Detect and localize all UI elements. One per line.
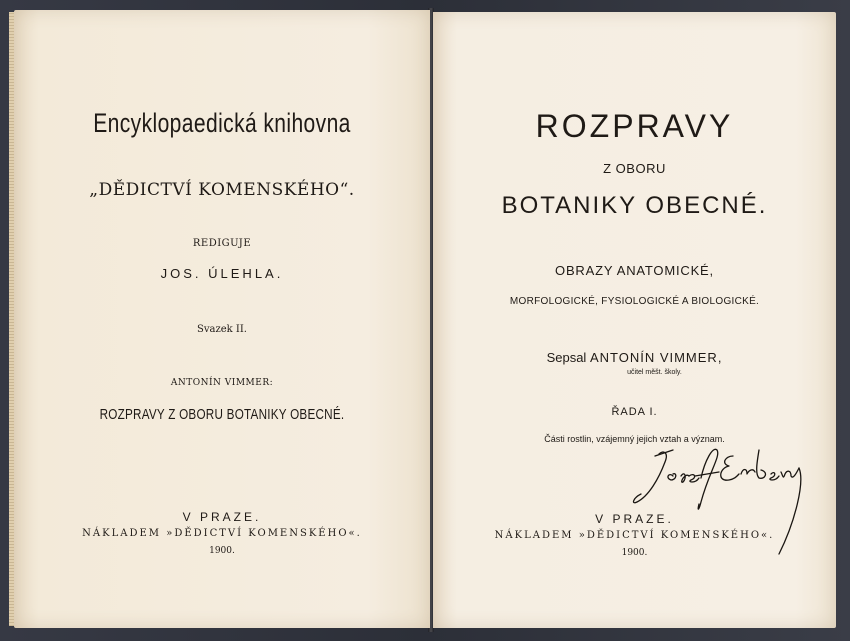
imprint-place: V PRAZE. (182, 510, 262, 524)
title-connector: Z OBORU (603, 161, 666, 176)
right-page (433, 12, 836, 628)
subtitle-line-2: MORFOLOGICKÉ, FYSIOLOGICKÉ A BIOLOGICKÉ. (509, 296, 760, 307)
left-page (14, 10, 430, 628)
byline-prefix: Sepsal (546, 350, 587, 365)
imprint-place: V PRAZE. (595, 512, 674, 526)
editor-label: REDIGUJE (192, 238, 252, 249)
imprint-year: 1900. (621, 548, 648, 558)
series-name: „DĚDICTVÍ KOMENSKÉHO“. (89, 180, 355, 200)
series-description: Části rostlin, vzájemný jejich vztah a význam. (544, 434, 725, 444)
volume-label: Svazek II. (197, 324, 247, 335)
subtitle-line-1: OBRAZY ANATOMICKÉ, (555, 263, 714, 278)
series-label: ŘADA I. (611, 406, 658, 418)
work-title: ROZPRAVY Z OBORU BOTANIKY OBECNÉ. (99, 406, 345, 423)
byline-author: ANTONÍN VIMMER, (589, 350, 723, 365)
imprint-publisher: NÁKLADEM »DĚDICTVÍ KOMENSKÉHO«. (494, 530, 775, 541)
editor-name: JOS. ÚLEHLA. (160, 266, 284, 281)
series-title: Encyklopaedická knihovna (93, 108, 351, 138)
imprint-publisher: NÁKLADEM »DĚDICTVÍ KOMENSKÉHO«. (82, 528, 362, 539)
handwritten-signature (629, 442, 807, 560)
byline (433, 350, 836, 365)
imprint-year: 1900. (209, 546, 235, 556)
author-role: učitel měšt. školy. (627, 369, 682, 376)
subject-heading: BOTANIKY OBECNÉ. (501, 192, 768, 219)
title-heading: ROZPRAVY (535, 108, 734, 144)
author-name: ANTONÍN VIMMER: (170, 378, 274, 388)
